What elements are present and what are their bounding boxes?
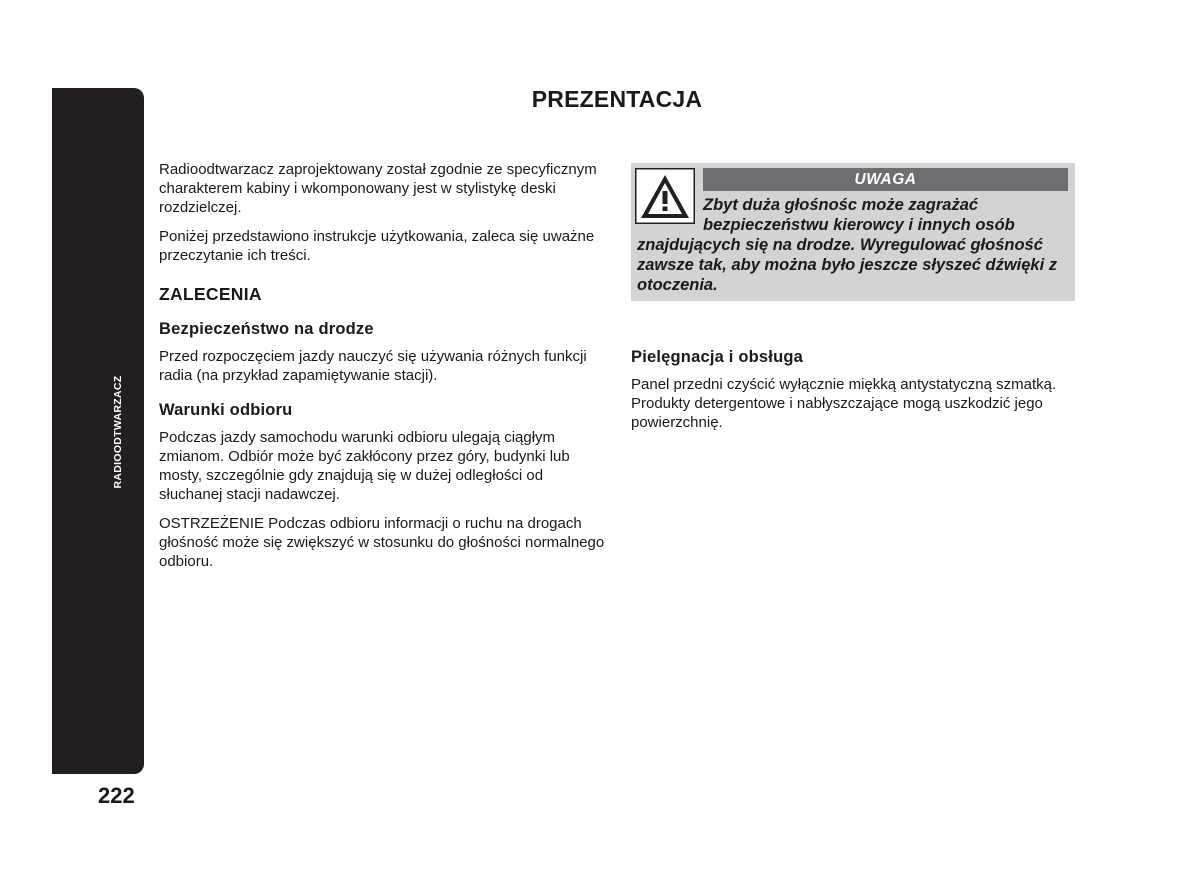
safety-heading: Bezpieczeństwo na drodze — [159, 320, 374, 338]
reception-warning-text: OSTRZEŻENIE Podczas odbioru informacji o ruchu na drogach głośność może się zwiększyć w stosunku do głośności normalnego odbioru. — [159, 515, 605, 570]
side-tab — [52, 88, 144, 774]
warning-text-rest: znajdujących się na drodze. Wyregulować głośność zawsze tak, aby można było jeszcze słyszeć dźwięki z otoczenia. — [637, 236, 1058, 294]
warning-text-first: Zbyt duża głośnośc może zagrażać bezpieczeństwu kierowcy i innych osób — [703, 196, 1015, 234]
right-column — [631, 348, 1075, 442]
reception-heading: Warunki odbioru — [159, 401, 293, 419]
page-title: PREZENTACJA — [531, 86, 703, 112]
intro-paragraph: Radioodtwarzacz zaprojektowany został zgodnie ze specyficznym charakterem kabiny i wkomponowany jest w stylistykę deski rozdzielczej. — [159, 161, 597, 216]
warning-box — [631, 163, 1075, 301]
page-number: 222 — [98, 783, 135, 808]
warning-text — [637, 195, 1071, 295]
section-heading: ZALECENIA — [159, 284, 262, 304]
safety-text: Przed rozpoczęciem jazdy nauczyć się używania różnych funkcji radia (na przykład zapamiętywanie stacji). — [159, 348, 587, 384]
warning-title: UWAGA — [703, 168, 1068, 191]
intro-paragraph: Poniżej przedstawiono instrukcje użytkowania, zaleca się uważne przeczytanie ich treści. — [159, 228, 595, 264]
side-tab-label: RADIOODTWARZACZ — [112, 375, 124, 489]
left-column — [159, 160, 609, 581]
care-text: Panel przedni czyścić wyłącznie miękką antystatyczną szmatką. Produkty detergentowe i nabłyszczające mogą uszkodzić jego powierzchnię. — [631, 376, 1057, 431]
reception-text: Podczas jazdy samochodu warunki odbioru ulegają ciągłym zmianom. Odbiór może być zakłócony przez góry, budynki lub mosty, szczególnie gdy znajdują się w dużej odległości od słuchanej stacji nadawczej. — [159, 429, 570, 503]
care-heading: Pielęgnacja i obsługa — [631, 348, 804, 366]
